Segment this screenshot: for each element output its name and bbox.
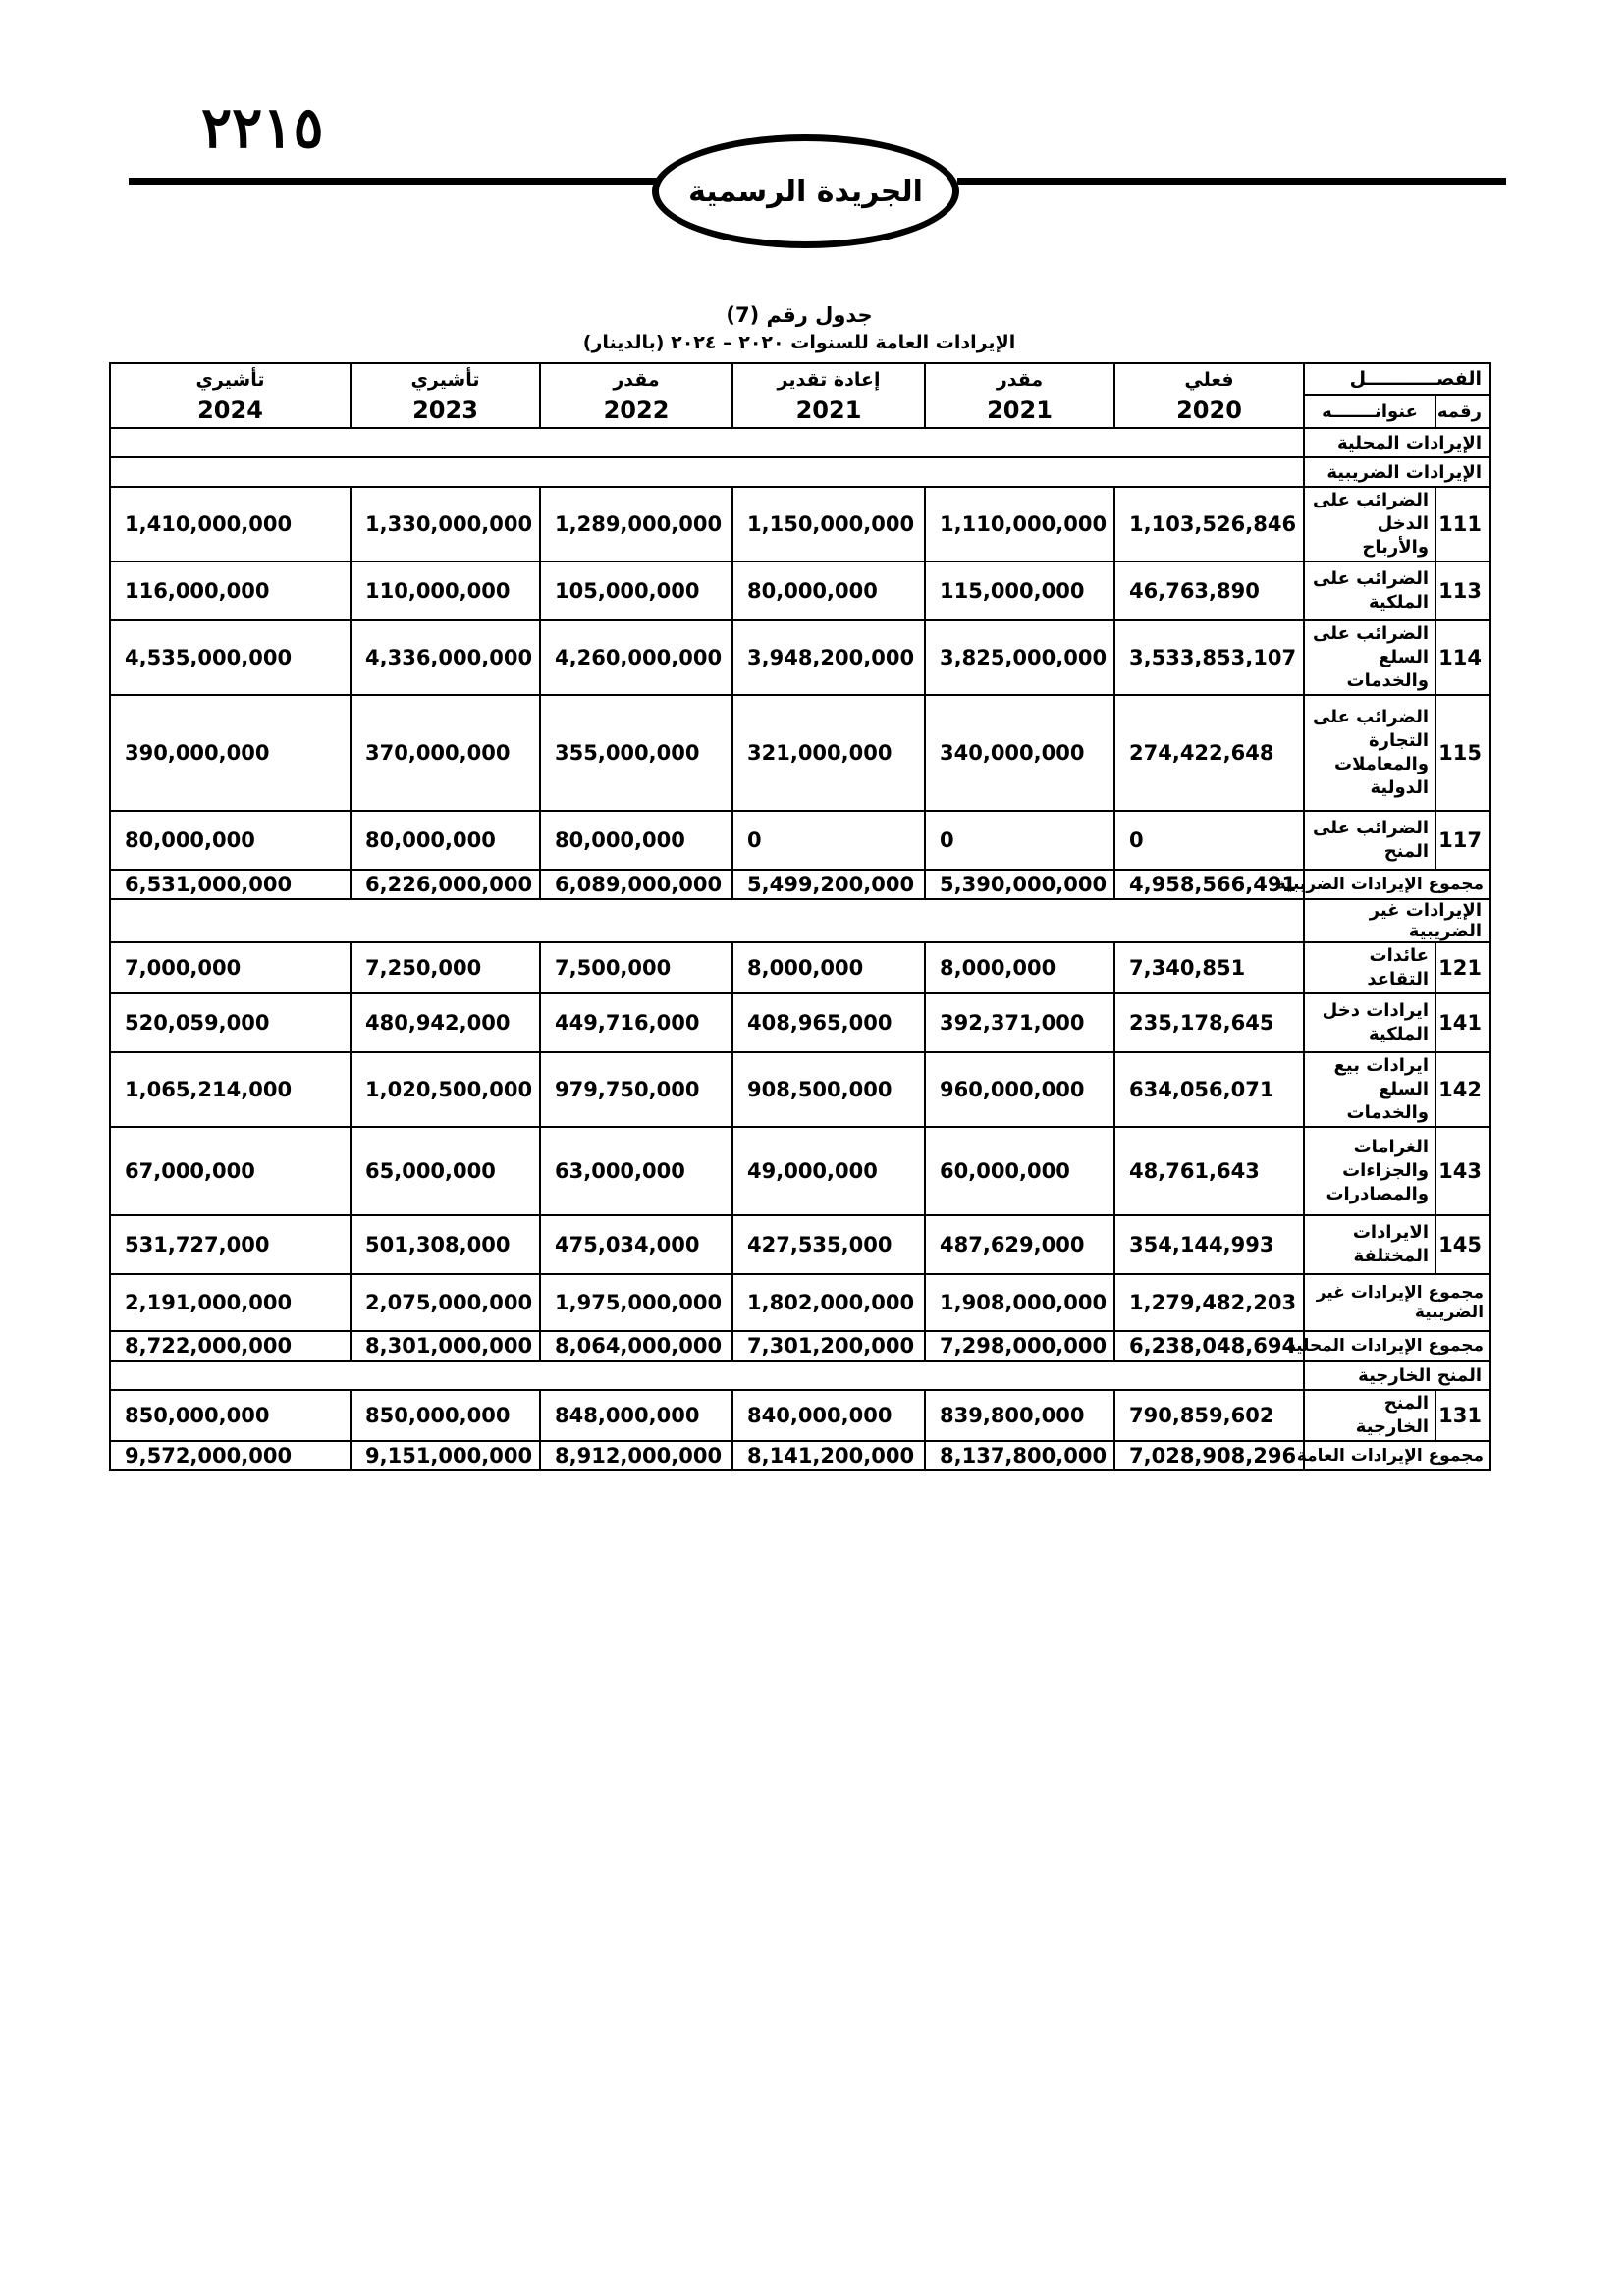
total-value: 5,390,000,000 [925,870,1114,899]
total-value: 8,064,000,000 [540,1331,732,1361]
cell-value: 4,260,000,000 [540,620,732,695]
section-grants: المنح الخارجية [1304,1361,1490,1390]
cell-value: 4,336,000,000 [351,620,540,695]
header-col-2 [925,363,1114,428]
table-row [110,1052,1490,1127]
cell-value: 340,000,000 [925,695,1114,811]
cell-value: 65,000,000 [351,1127,540,1215]
cell-value: 3,948,200,000 [732,620,925,695]
total-row [110,1331,1490,1361]
section-row [110,1361,1490,1390]
total-value: 2,075,000,000 [351,1274,540,1331]
section-row [110,899,1490,942]
total-value: 1,279,482,203 [1114,1274,1304,1331]
header-year: 2023 [412,397,478,424]
cell-value: 1,150,000,000 [732,487,925,561]
cell-value: 0 [1114,811,1304,870]
cell-value: 274,422,648 [1114,695,1304,811]
header-col-4 [540,363,732,428]
total-value: 8,912,000,000 [540,1441,732,1470]
table-row [110,993,1490,1052]
cell-value: 1,330,000,000 [351,487,540,561]
row-code: 117 [1435,811,1490,870]
row-title: الضرائب على السلع والخدمات [1304,620,1435,695]
cell-value: 449,716,000 [540,993,732,1052]
total-value: 8,722,000,000 [110,1331,351,1361]
cell-value: 80,000,000 [732,561,925,620]
total-value: 7,028,908,296 [1114,1441,1304,1470]
row-title: ايرادات بيع السلع والخدمات [1304,1052,1435,1127]
total-value: 5,499,200,000 [732,870,925,899]
table-row [110,695,1490,811]
cell-value: 8,000,000 [925,942,1114,993]
cell-value: 321,000,000 [732,695,925,811]
total-value: 7,301,200,000 [732,1331,925,1361]
row-title: المنح الخارجية [1304,1390,1435,1441]
row-title: الضرائب على الملكية [1304,561,1435,620]
cell-value: 790,859,602 [1114,1390,1304,1441]
cell-value: 370,000,000 [351,695,540,811]
cell-value: 115,000,000 [925,561,1114,620]
total-value: 8,141,200,000 [732,1441,925,1470]
header-type: إعادة تقدير [777,369,881,391]
cell-value: 116,000,000 [110,561,351,620]
total-value: 6,089,000,000 [540,870,732,899]
row-code: 143 [1435,1127,1490,1215]
cell-value: 390,000,000 [110,695,351,811]
cell-value: 7,000,000 [110,942,351,993]
row-title: الضرائب على الدخل والأرباح [1304,487,1435,561]
row-code: 121 [1435,942,1490,993]
cell-value: 67,000,000 [110,1127,351,1215]
revenue-table [109,362,1491,1471]
cell-value: 960,000,000 [925,1052,1114,1127]
cell-value: 408,965,000 [732,993,925,1052]
cell-value: 908,500,000 [732,1052,925,1127]
cell-value: 520,059,000 [110,993,351,1052]
section-local: الإيرادات المحلية [1304,428,1490,457]
row-code: 131 [1435,1390,1490,1441]
cell-value: 850,000,000 [351,1390,540,1441]
table-subtitle: الإيرادات العامة للسنوات ٢٠٢٠ – ٢٠٢٤ (بالدينار) [582,332,1016,353]
total-value: 2,191,000,000 [110,1274,351,1331]
total-value: 6,238,048,694 [1114,1331,1304,1361]
total-value: 9,151,000,000 [351,1441,540,1470]
gazette-title: الجريدة الرسمية [688,174,923,209]
section-tax: الإيرادات الضريبية [1304,457,1490,487]
cell-value: 3,825,000,000 [925,620,1114,695]
cell-value: 7,500,000 [540,942,732,993]
table-row [110,811,1490,870]
header-fasl: الفصـــــــــــل [1304,363,1490,395]
cell-value: 110,000,000 [351,561,540,620]
header-year: 2021 [795,397,862,424]
cell-value: 235,178,645 [1114,993,1304,1052]
cell-value: 1,103,526,846 [1114,487,1304,561]
header-title-label: عنوانـــــــه [1304,395,1435,428]
row-title: الضرائب على المنح [1304,811,1435,870]
cell-value: 80,000,000 [110,811,351,870]
table-caption [109,300,1489,355]
header-row-types [110,363,1490,395]
total-value: 1,975,000,000 [540,1274,732,1331]
cell-value: 354,144,993 [1114,1215,1304,1274]
row-code: 113 [1435,561,1490,620]
total-value: 4,958,566,491 [1114,870,1304,899]
header-type: مقدر [613,369,660,391]
cell-value: 0 [925,811,1114,870]
table-number: جدول رقم (7) [726,303,873,327]
cell-value: 839,800,000 [925,1390,1114,1441]
cell-value: 355,000,000 [540,695,732,811]
cell-value: 1,110,000,000 [925,487,1114,561]
header-type: تأشيري [410,369,480,391]
header-type: مقدر [996,369,1044,391]
cell-value: 1,289,000,000 [540,487,732,561]
header-type: فعلي [1184,369,1234,391]
total-value: 6,531,000,000 [110,870,351,899]
header-year: 2021 [987,397,1053,424]
total-value: 1,908,000,000 [925,1274,1114,1331]
row-title: عائدات التقاعد [1304,942,1435,993]
row-code: 142 [1435,1052,1490,1127]
row-code: 114 [1435,620,1490,695]
cell-value: 80,000,000 [351,811,540,870]
cell-value: 49,000,000 [732,1127,925,1215]
header-year: 2020 [1176,397,1242,424]
header-col-3 [732,363,925,428]
header-type: تأشيري [195,369,265,391]
row-title: الضرائب على التجارة والمعاملات الدولية [1304,695,1435,811]
cell-value: 80,000,000 [540,811,732,870]
cell-value: 7,250,000 [351,942,540,993]
total-value: 8,301,000,000 [351,1331,540,1361]
table-row [110,620,1490,695]
cell-value: 531,727,000 [110,1215,351,1274]
cell-value: 8,000,000 [732,942,925,993]
total-label: مجموع الإيرادات الضريبية [1304,870,1490,899]
total-value: 7,298,000,000 [925,1331,1114,1361]
cell-value: 60,000,000 [925,1127,1114,1215]
total-row [110,870,1490,899]
table-row [110,942,1490,993]
table-row [110,487,1490,561]
cell-value: 475,034,000 [540,1215,732,1274]
row-code: 141 [1435,993,1490,1052]
header-year: 2022 [603,397,670,424]
total-value: 9,572,000,000 [110,1441,351,1470]
cell-value: 427,535,000 [732,1215,925,1274]
table-row [110,1215,1490,1274]
total-label: مجموع الإيرادات العامة [1304,1441,1490,1470]
row-title: الايرادات المختلفة [1304,1215,1435,1274]
total-row [110,1274,1490,1331]
cell-value: 46,763,890 [1114,561,1304,620]
cell-value: 4,535,000,000 [110,620,351,695]
row-title: الغرامات والجزاءات والمصادرات [1304,1127,1435,1215]
header-col-6 [110,363,351,428]
total-row [110,1441,1490,1470]
header-rule-left [129,178,659,185]
row-code: 145 [1435,1215,1490,1274]
cell-value: 392,371,000 [925,993,1114,1052]
row-code: 111 [1435,487,1490,561]
total-label: مجموع الإيرادات المحلية [1304,1331,1490,1361]
cell-value: 487,629,000 [925,1215,1114,1274]
cell-value: 848,000,000 [540,1390,732,1441]
cell-value: 63,000,000 [540,1127,732,1215]
total-value: 8,137,800,000 [925,1441,1114,1470]
header-year: 2024 [197,397,263,424]
section-row [110,457,1490,487]
cell-value: 7,340,851 [1114,942,1304,993]
header-col-1 [1114,363,1304,428]
cell-value: 105,000,000 [540,561,732,620]
row-code: 115 [1435,695,1490,811]
table-row [110,1390,1490,1441]
cell-value: 501,308,000 [351,1215,540,1274]
total-label: مجموع الإيرادات غير الضريبية [1304,1274,1490,1331]
header-rule-right [957,178,1506,185]
page-number: ٢٢١٥ [201,94,324,161]
header-code-label: رقمه [1435,395,1490,428]
table-row [110,1127,1490,1215]
gazette-title-oval [652,134,959,248]
table-row [110,561,1490,620]
cell-value: 48,761,643 [1114,1127,1304,1215]
cell-value: 1,020,500,000 [351,1052,540,1127]
cell-value: 0 [732,811,925,870]
row-title: ايرادات دخل الملكية [1304,993,1435,1052]
cell-value: 840,000,000 [732,1390,925,1441]
section-row [110,428,1490,457]
cell-value: 1,410,000,000 [110,487,351,561]
total-value: 1,802,000,000 [732,1274,925,1331]
cell-value: 634,056,071 [1114,1052,1304,1127]
cell-value: 480,942,000 [351,993,540,1052]
total-value: 6,226,000,000 [351,870,540,899]
cell-value: 850,000,000 [110,1390,351,1441]
cell-value: 3,533,853,107 [1114,620,1304,695]
cell-value: 1,065,214,000 [110,1052,351,1127]
section-nontax: الإيرادات غير الضريبية [1304,899,1490,942]
cell-value: 979,750,000 [540,1052,732,1127]
header-col-5 [351,363,540,428]
